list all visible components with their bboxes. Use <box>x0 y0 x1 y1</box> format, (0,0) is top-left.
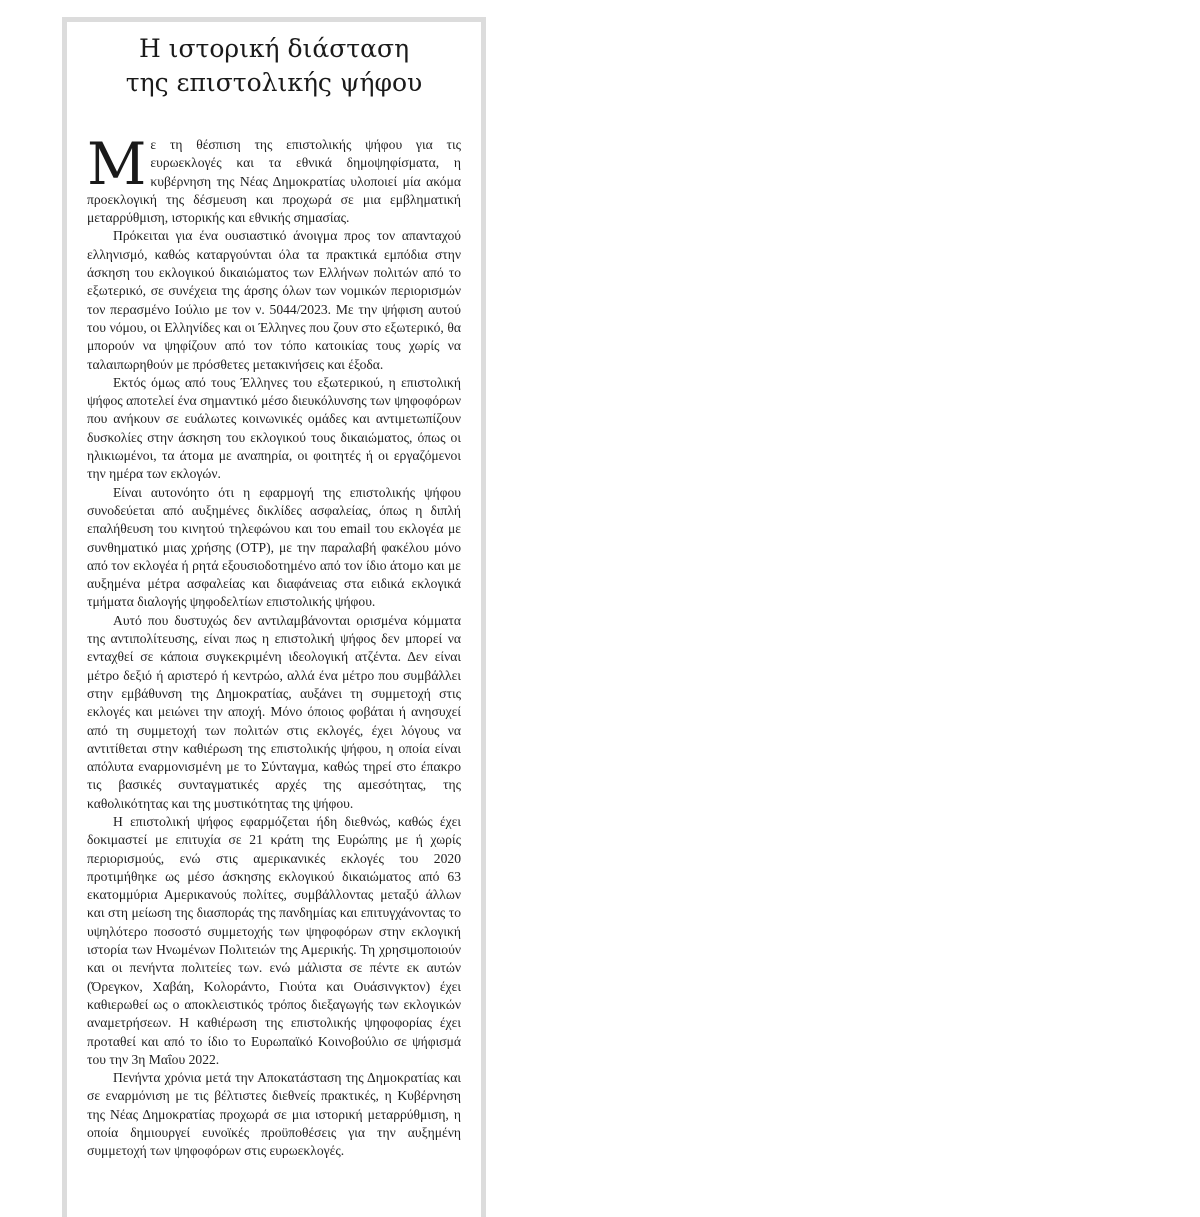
article-title <box>67 32 481 100</box>
paragraph-3: Εκτός όμως από τους Έλληνες του εξωτερικού, η επιστολική ψήφος αποτελεί ένα σημαντικό μέσο διευκόλυνσης των ψηφοφόρων που ανήκουν σε ευάλωτες κοινωνικές ομάδες και αντιμετωπίζουν δυσκολίες στην άσκηση του εκλογικού τους δικαιώματος, όπως οι ηλικιωμένοι, τα άτομα με αναπηρία, οι φοιτητές ή οι εργαζόμενοι την ημέρα των εκλογών. <box>87 374 461 482</box>
article-body <box>87 130 461 1161</box>
title-line-2: της επιστολικής ψήφου <box>125 68 423 97</box>
article-frame <box>62 17 486 1217</box>
paragraph-5: Αυτό που δυστυχώς δεν αντιλαμβάνονται ορισμένα κόμματα της αντιπολίτευσης, είναι πως η επιστολική ψήφος δεν μπορεί να ενταχθεί σε κάποια συγκεκριμένη ιδεολογική ατζέντα. Δεν είναι μέτρο δεξιό ή αριστερό ή κεντρώο, αλλά ένα μέτρο που συμβάλλει στην εμβάθυνση της Δημοκρατίας, αυξάνει τη συμμετοχή στις εκλογές και μειώνει την αποχή. Μόνο όποιος φοβάται ή ανησυχεί από τη συμμετοχή των πολιτών στις εκλογές, έχει λόγους να αντιτίθεται στην καθιέρωση της επιστολικής ψήφου, η οποία είναι απόλυτα εναρμονισμένη με το Σύνταγμα, καθώς τηρεί στο έπακρο τις βασικές συνταγματικές αρχές της αμεσότητας, της καθολικότητας και της μυστικότητας της ψήφου. <box>87 612 461 811</box>
drop-cap: Μ <box>87 130 147 198</box>
paragraph-1-text: ε τη θέσπιση της επιστολικής ψήφου για τις ευρωεκλογές και τα εθνικά δημοψηφίσματα, η κυβέρνηση της Νέας Δημοκρατίας υλοποιεί μία ακόμα προεκλογική της δέσμευση και προχωρά σε μια εμβληματική μεταρρύθμιση, ιστορικής και εθνικής σημασίας. <box>87 137 461 226</box>
paragraph-6: Η επιστολική ψήφος εφαρμόζεται ήδη διεθνώς, καθώς έχει δοκιμαστεί με επιτυχία σε 21 κράτη της Ευρώπης με ή χωρίς περιορισμούς, ενώ στις αμερικανικές εκλογές του 2020 προτιμήθηκε ως μέσο άσκησης εκλογικού δικαιώματος από 63 εκατομμύρια Αμερικανούς πολίτες, συμβάλλοντας μεταξύ άλλων και στη μείωση της διασποράς της πανδημίας και επιτυγχάνοντας το υψηλότερο ποσοστό συμμετοχής των ψηφοφόρων στην εκλογική ιστορία των Ηνωμένων Πολιτειών της Αμερικής. Τη χρησιμοποιούν και οι πενήντα πολιτείες των. ενώ μάλιστα σε πέντε εκ αυτών (Όρεγκον, Χαβάη, Κολοράντο, Γιούτα και Ουάσινγκτον) έχει καθιερωθεί ως ο αποκλειστικός τρόπος διεξαγωγής των εκλογικών αναμετρήσεων. Η καθιέρωση της επιστολικής ψηφοφορίας έχει προταθεί και από το ίδιο το Ευρωπαϊκό Κοινοβούλιο σε ψήφισμά του την 3η Μαΐου 2022. <box>87 813 461 1067</box>
paragraph-4: Είναι αυτονόητο ότι η εφαρμογή της επιστολικής ψήφου συνοδεύεται από αυξημένες δικλίδες ασφαλείας, όπως η διπλή επαλήθευση του κινητού τηλεφώνου και του email του εκλογέα με συνθηματικό μιας χρήσης (OTP), με την παραλαβή φακέλου μόνο από τον εκλογέα ή ρητά εξουσιοδοτημένο από τον ίδιο άτομο και με αυξημένα μέτρα ασφαλείας και διαφάνειας στα ειδικά εκλογικά τμήματα διαλογής ψηφοδελτίων επιστολικής ψήφου. <box>87 484 461 610</box>
paragraph-2: Πρόκειται για ένα ουσιαστικό άνοιγμα προς τον απανταχού ελληνισμό, καθώς καταργούνται όλα τα πρακτικά εμπόδια στην άσκηση του εκλογικού δικαιώματος των Ελλήνων πολιτών από το εξωτερικό, σε συνέχεια της άρσης όλων των νομικών περιορισμών τον περασμένο Ιούλιο με τον ν. 5044/2023. Με την ψήφιση αυτού του νόμου, οι Ελληνίδες και οι Έλληνες που ζουν στο εξωτερικό, θα μπορούν να ψηφίζουν από τον τόπο κατοικίας τους χωρίς να ταλαιπωρηθούν με πρόσθετες μετακινήσεις και έξοδα. <box>87 228 461 372</box>
paragraph-7: Πενήντα χρόνια μετά την Αποκατάσταση της Δημοκρατίας και σε εναρμόνιση με τις βέλτιστες διεθνείς πρακτικές, η Κυβέρνηση της Νέας Δημοκρατίας προχωρά σε μια ιστορική μεταρρύθμιση, η οποία δημιουργεί ευνοϊκές προϋποθέσεις για την αυξημένη συμμετοχή των ψηφοφόρων στις ευρωεκλογές. <box>87 1070 461 1159</box>
paragraph-1 <box>87 130 461 227</box>
title-line-1: Η ιστορική διάσταση <box>138 34 410 63</box>
